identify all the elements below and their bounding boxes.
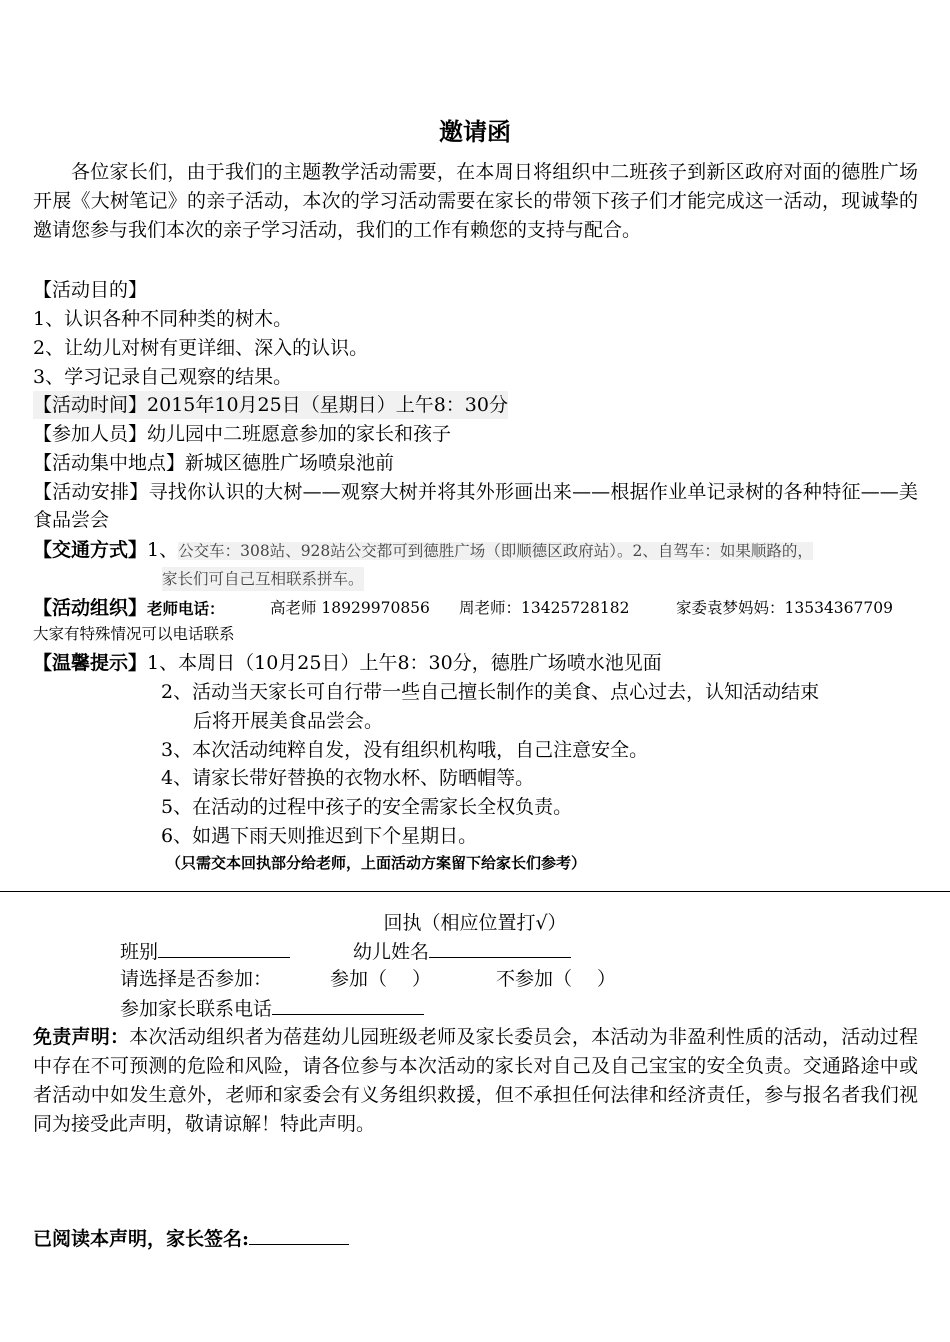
signature-field[interactable] [33, 1224, 349, 1253]
tip-item: 3、本次活动纯粹自发，没有组织机构哦，自己注意安全。 [161, 739, 649, 761]
schedule-label: 【活动安排】 [33, 481, 149, 503]
tips-note: （只需交本回执部分给老师，上面活动方案留下给家长们参考） [166, 854, 587, 872]
not-attend-option[interactable]: 不参加（ ） [496, 968, 617, 990]
organizer-note: 大家有特殊情况可以电话联系 [33, 625, 235, 643]
disclaimer-label: 免责声明： [33, 1026, 130, 1048]
child-name-label: 幼儿姓名 [353, 941, 430, 963]
transport-row [33, 536, 813, 565]
class-blank[interactable] [158, 937, 290, 958]
teacher1-phone: 高老师 18929970856 [270, 599, 430, 617]
intro-paragraph: 各位家长们，由于我们的主题教学活动需要，在本周日将组织中二班孩子到新区政府对面的德胜广场开展《大树笔记》的亲子活动，本次的学习活动需要在家长的带领下孩子们才能完成这一活动，现诚挚的邀请您参与我们本次的亲子学习活动，我们的工作有赖您的支持与配合。 [33, 161, 918, 241]
purpose-item: 2、让幼儿对树有更详细、深入的认识。 [33, 337, 369, 359]
participants-row [33, 420, 451, 448]
disclaimer-paragraph [33, 1023, 918, 1139]
tip-item: 5、在活动的过程中孩子的安全需家长全权负责。 [161, 796, 573, 818]
tip-item: 6、如遇下雨天则推迟到下个星期日。 [161, 825, 478, 847]
time-row [33, 391, 508, 419]
signature-blank[interactable] [249, 1224, 349, 1245]
attend-option[interactable]: 参加（ ） [330, 968, 432, 990]
organizer-phone-label: 老师电话： [147, 599, 225, 618]
schedule-value: 寻找你认识的大树——观察大树并将其外形画出来——根据作业单记录树的各种特征——美食品尝会 [33, 481, 918, 531]
committee-phone: 家委袁梦妈妈：13534367709 [676, 599, 893, 617]
parent-phone-blank[interactable] [272, 994, 424, 1015]
tip-item: 2、活动当天家长可自行带一些自己擅长制作的美食、点心过去，认知活动结束 [161, 681, 820, 703]
time-value: 2015年10月25日（星期日）上午8：30分 [147, 394, 508, 416]
organizer-label: 【活动组织】 [33, 597, 148, 619]
choose-label: 请选择是否参加： [120, 968, 273, 990]
time-label: 【活动时间】 [33, 394, 148, 416]
transport-label: 【交通方式】 [33, 539, 148, 561]
organizer-row [33, 594, 225, 623]
location-label: 【活动集中地点】 [33, 452, 186, 474]
location-value: 新城区德胜广场喷泉池前 [185, 452, 395, 474]
location-row [33, 449, 394, 477]
page-title: 邀请函 [439, 117, 511, 146]
schedule-row [33, 478, 918, 534]
tips-label: 【温馨提示】 [33, 652, 148, 674]
parent-phone-label: 参加家长联系电话 [120, 998, 273, 1020]
receipt-title: 回执（相应位置打√） [383, 912, 567, 934]
class-label: 班别 [120, 941, 159, 963]
parent-phone-field[interactable] [120, 994, 424, 1023]
transport-line1: 公交车：308站、928站公交都可到德胜广场（即顺德区政府站）。2、自驾车：如果顺路的， [178, 542, 813, 560]
child-name-field[interactable] [353, 937, 571, 966]
disclaimer-text: 本次活动组织者为蓓莛幼儿园班级老师及家长委员会，本活动为非盈利性质的活动，活动过程中存在不可预测的危险和风险，请各位参与本次活动的家长对自己及自己宝宝的安全负责。交通路途中或者活动中如发生意外，老师和家委会有义务组织救援，但不承担任何法律和经济责任，参与报名者我们视同为接受此声明，敬请谅解！特此声明。 [33, 1026, 918, 1135]
participants-value: 幼儿园中二班愿意参加的家长和孩子 [147, 423, 452, 445]
tip-item: 4、请家长带好替换的衣物水杯、防晒帽等。 [161, 767, 535, 789]
tips-row [33, 649, 662, 677]
cut-line-divider [0, 891, 950, 892]
participants-label: 【参加人员】 [33, 423, 148, 445]
class-field[interactable] [120, 937, 290, 966]
transport-line2: 家长们可自己互相联系拼车。 [162, 567, 364, 591]
signature-label: 已阅读本声明，家长签名: [33, 1228, 250, 1250]
tip-item: 1、本周日（10月25日）上午8：30分，德胜广场喷水池见面 [147, 652, 662, 674]
child-name-blank[interactable] [429, 937, 571, 958]
purpose-item: 3、学习记录自己观察的结果。 [33, 366, 293, 388]
purpose-heading: 【活动目的】 [33, 279, 148, 301]
purpose-item: 1、认识各种不同种类的树木。 [33, 308, 293, 330]
teacher2-phone: 周老师：13425728182 [459, 599, 630, 617]
transport-num: 1、 [147, 539, 179, 561]
tip-item-continued: 后将开展美食品尝会。 [193, 710, 384, 732]
